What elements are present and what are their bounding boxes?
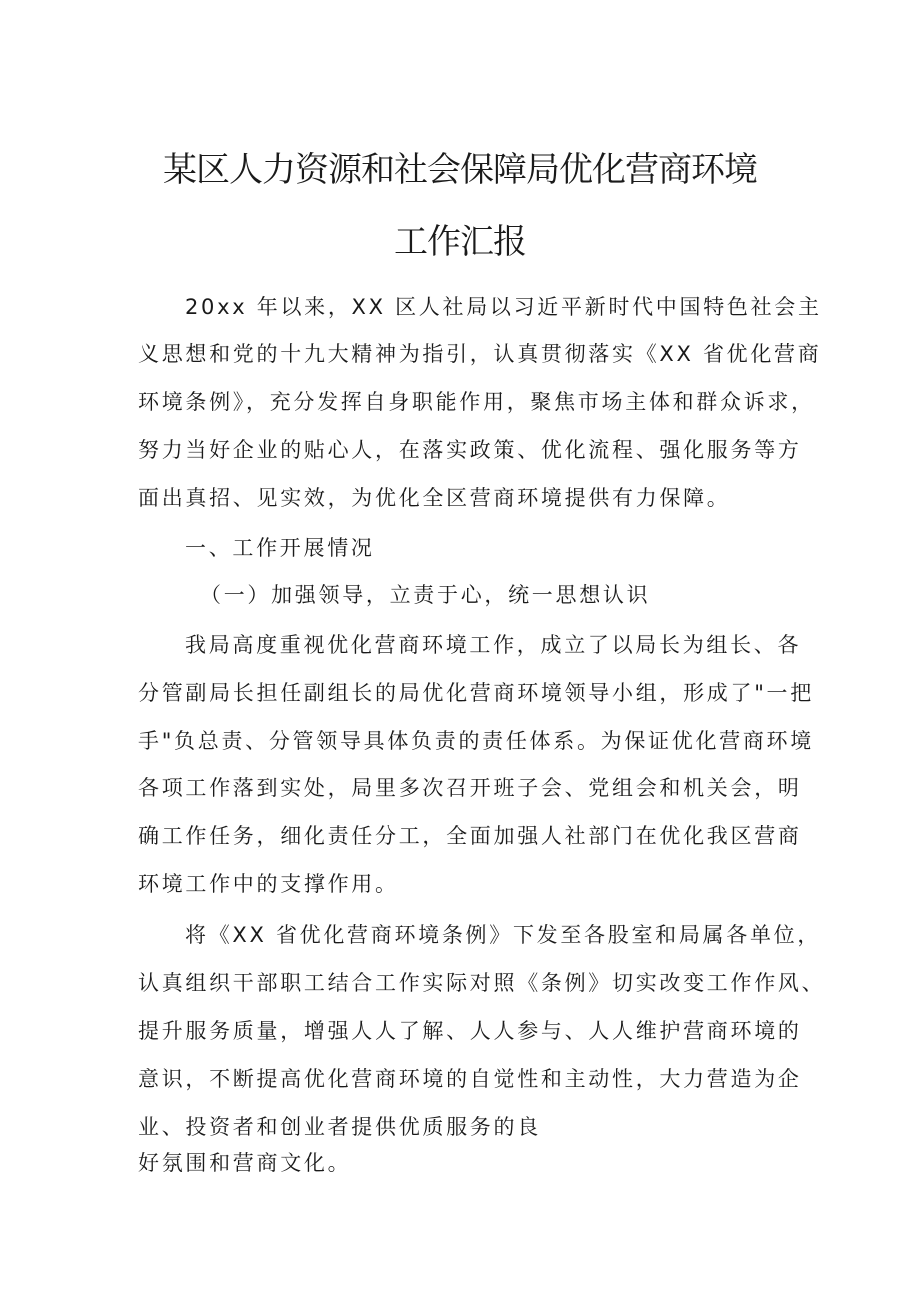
document-title-line-1: 某区人力资源和社会保障局优化营商环境: [163, 150, 757, 190]
paragraph-line: 业、投资者和创业者提供优质服务的良: [138, 1115, 541, 1139]
intro-line: 努力当好企业的贴心人，在落实政策、优化流程、强化服务等方: [138, 438, 802, 462]
paragraph-line: 分管副局长担任副组长的局优化营商环境领导小组，形成了"一把: [138, 681, 814, 705]
intro-line: 环境条例》，充分发挥自身职能作用，聚焦市场主体和群众诉求，: [138, 390, 815, 414]
intro-line: 义思想和党的十九大精神为指引，认真贯彻落实《XX 省优化营商: [138, 342, 822, 366]
section-heading: 一、工作开展情况: [185, 536, 375, 560]
paragraph-line: 我局高度重视优化营商环境工作，成立了以局长为组长、各: [185, 633, 802, 657]
document-title-line-2: 工作汇报: [394, 222, 526, 262]
paragraph-line: 意识，不断提高优化营商环境的自觉性和主动性，大力营造为企: [138, 1067, 802, 1091]
paragraph-line: 好氛围和营商文化。: [138, 1151, 352, 1175]
paragraph-line: 确工作任务，细化责任分工，全面加强人社部门在优化我区营商: [138, 824, 802, 848]
paragraph-line: 环境工作中的支撑作用。: [138, 872, 399, 896]
subsection-heading: （一）加强领导，立责于心，统一思想认识: [200, 583, 651, 607]
paragraph-line: 各项工作落到实处，局里多次召开班子会、党组会和机关会，明: [138, 776, 802, 800]
paragraph-line: 提升服务质量，增强人人了解、人人参与、人人维护营商环境的: [138, 1019, 802, 1043]
paragraph-line: 认真组织干部职工结合工作实际对照《条例》切实改变工作作风、: [138, 971, 826, 995]
intro-line: 面出真招、见实效，为优化全区营商环境提供有力保障。: [138, 486, 731, 510]
paragraph-line: 手"负总责、分管领导具体负责的责任体系。为保证优化营商环境: [138, 729, 814, 753]
paragraph-line: 将《XX 省优化营商环境条例》下发至各股室和局属各单位，: [185, 923, 822, 947]
intro-line: 20xx 年以来，XX 区人社局以习近平新时代中国特色社会主: [185, 295, 822, 319]
